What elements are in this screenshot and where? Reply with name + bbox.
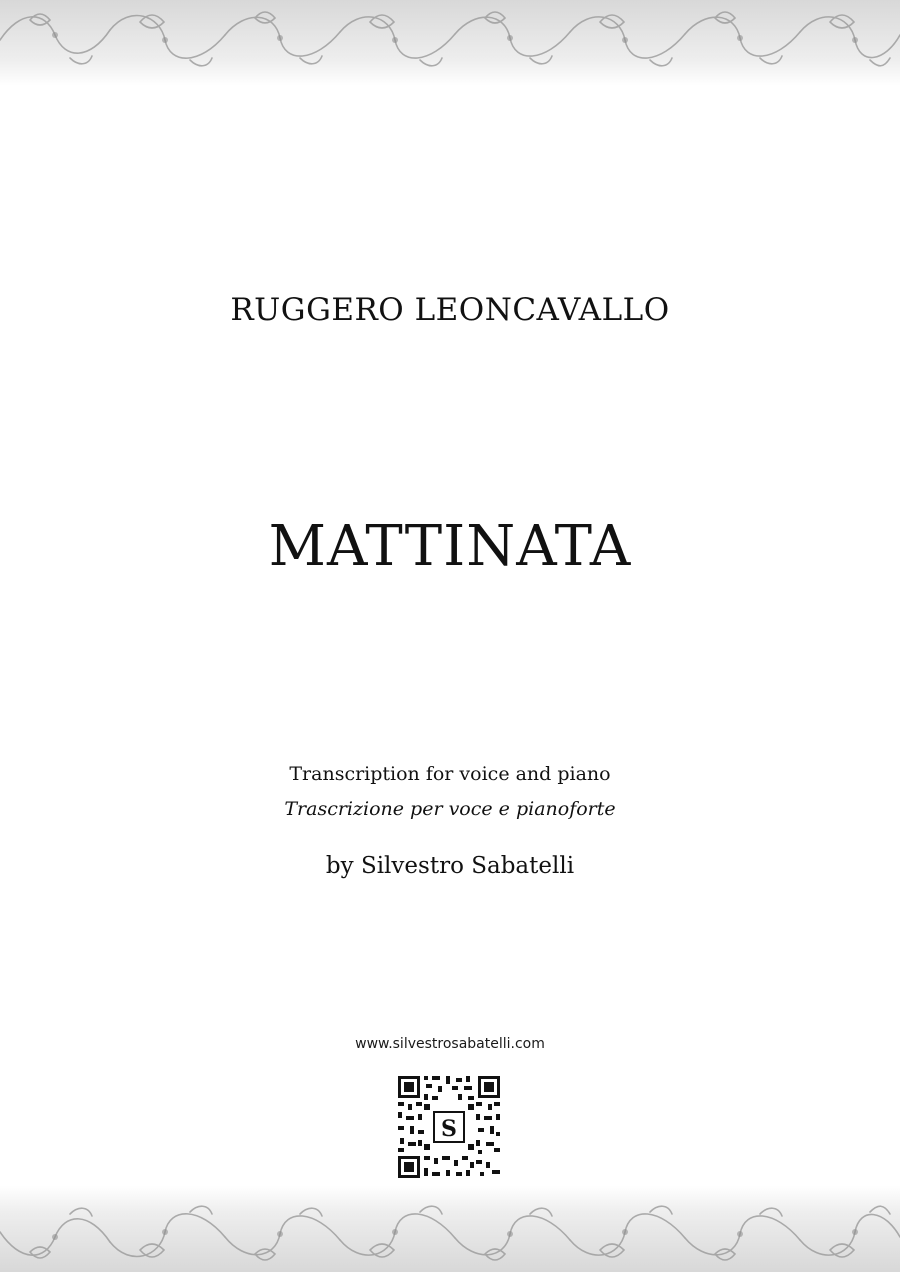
bottom-ornament-border bbox=[0, 1186, 900, 1272]
composer-name: RUGGERO LEONCAVALLO bbox=[230, 292, 670, 328]
top-ornament-border bbox=[0, 0, 900, 86]
qr-code-icon bbox=[396, 1074, 502, 1180]
subtitle-italian: Trascrizione per voce e pianoforte bbox=[284, 798, 616, 820]
subtitle-english: Transcription for voice and piano bbox=[289, 763, 611, 785]
arranger-credit: by Silvestro Sabatelli bbox=[325, 853, 575, 879]
piece-title: MATTINATA bbox=[268, 514, 632, 579]
website-url: www.silvestrosabatelli.com bbox=[355, 1036, 545, 1052]
qr-center-letter: S bbox=[441, 1116, 457, 1142]
floral-border-icon bbox=[0, 1186, 900, 1272]
floral-border-icon bbox=[0, 0, 900, 86]
